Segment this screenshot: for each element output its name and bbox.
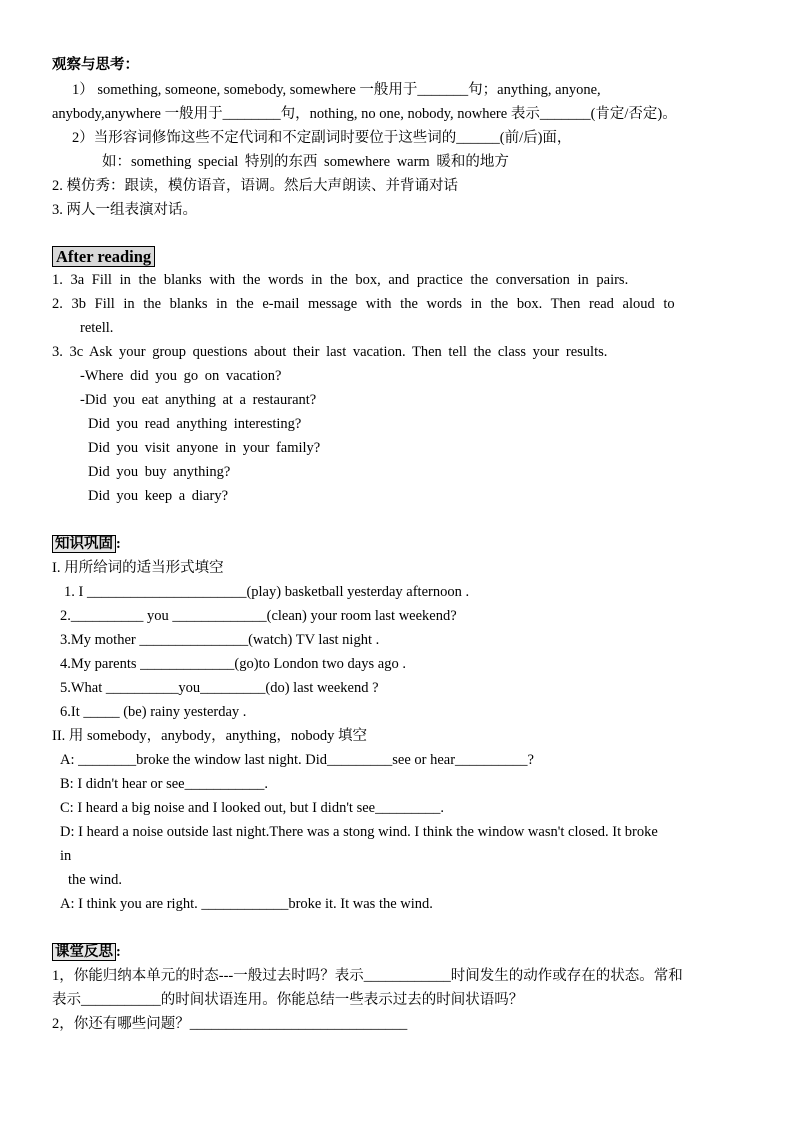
exercise-6: 6.It _____ (be) rainy yesterday . — [60, 704, 247, 720]
part-1-title: I. 用所给词的适当形式填空 — [52, 560, 224, 576]
after-item-2: 2. 3b Fill in the blanks in the e-mail message with the words in the box. Then read aloud to — [52, 296, 675, 312]
exercise-2: 2.__________ you _____________(clean) your room last weekend? — [60, 608, 457, 624]
observe-line-1: 1） something, someone, somebody, somewhere 一般用于_______句；anything, anyone, — [72, 82, 601, 98]
dialogue-a-2: A: I think you are right. ____________broke it. It was the wind. — [60, 896, 433, 912]
reflect-line-3: 2，你还有哪些问题？______________________________ — [52, 1016, 408, 1032]
after-reading-heading-wrap — [52, 246, 155, 269]
question-2: -Did you eat anything at a restaurant? — [80, 392, 317, 408]
exercise-1: 1. I ______________________(play) basketball yesterday afternoon . — [64, 584, 470, 600]
dialogue-a: A: ________broke the window last night. Did_________see or hear__________? — [60, 752, 534, 768]
observe-line-3: 2）当形容词修饰这些不定代词和不定副词时要位于这些词的______(前/后)面， — [72, 130, 572, 146]
question-5: Did you buy anything? — [88, 464, 231, 480]
question-4: Did you visit anyone in your family? — [88, 440, 321, 456]
exercise-4: 4.My parents _____________(go)to London two days ago . — [60, 656, 406, 672]
after-item-1: 1. 3a Fill in the blanks with the words in the box, and practice the conversation in pairs. — [52, 272, 629, 288]
exercise-5: 5.What __________you_________(do) last weekend ? — [60, 680, 379, 696]
consolidate-colon: : — [116, 536, 121, 552]
reflect-heading: 课堂反思 — [52, 943, 116, 961]
dialogue-d: D: I heard a noise outside last night.There was a stong wind. I think the window wasn't closed. It broke — [60, 824, 658, 840]
pair-task: 3. 两人一组表演对话。 — [52, 202, 197, 218]
exercise-3: 3.My mother _______________(watch) TV last night . — [60, 632, 380, 648]
imitation-task: 2. 模仿秀：跟读，模仿语音，语调。然后大声朗读、并背诵对话 — [52, 178, 458, 194]
question-6: Did you keep a diary? — [88, 488, 229, 504]
observe-line-2: anybody,anywhere 一般用于________句，nothing, no one, nobody, nowhere 表示_______(肯定/否定)。 — [52, 106, 677, 122]
consolidate-heading-wrap — [52, 534, 121, 554]
question-1: -Where did you go on vacation? — [80, 368, 282, 384]
after-reading-heading: After reading — [52, 246, 155, 267]
dialogue-c: C: I heard a big noise and I looked out, but I didn't see_________. — [60, 800, 444, 816]
dialogue-b: B: I didn't hear or see___________. — [60, 776, 268, 792]
dialogue-d-cont-1: in — [60, 848, 72, 864]
consolidate-heading: 知识巩固 — [52, 535, 116, 553]
reflect-line-1: 1，你能归纳本单元的时态---一般过去时吗？表示____________时间发生的动作或存在的状态。常和 — [52, 968, 683, 984]
observe-example: 如：something special 特别的东西 somewhere warm 暖和的地方 — [102, 154, 509, 170]
after-item-2-cont: retell. — [80, 320, 114, 336]
dialogue-d-cont-2: the wind. — [68, 872, 122, 888]
reflect-heading-wrap — [52, 942, 121, 962]
observe-heading: 观察与思考： — [52, 57, 139, 73]
after-item-3: 3. 3c Ask your group questions about their last vacation. Then tell the class your results. — [52, 344, 608, 360]
question-3: Did you read anything interesting? — [88, 416, 302, 432]
part-2-title: II. 用 somebody，anybody，anything，nobody 填空 — [52, 728, 367, 744]
reflect-colon: : — [116, 944, 121, 960]
reflect-line-2: 表示___________的时间状语连用。你能总结一些表示过去的时间状语吗？ — [52, 992, 524, 1008]
